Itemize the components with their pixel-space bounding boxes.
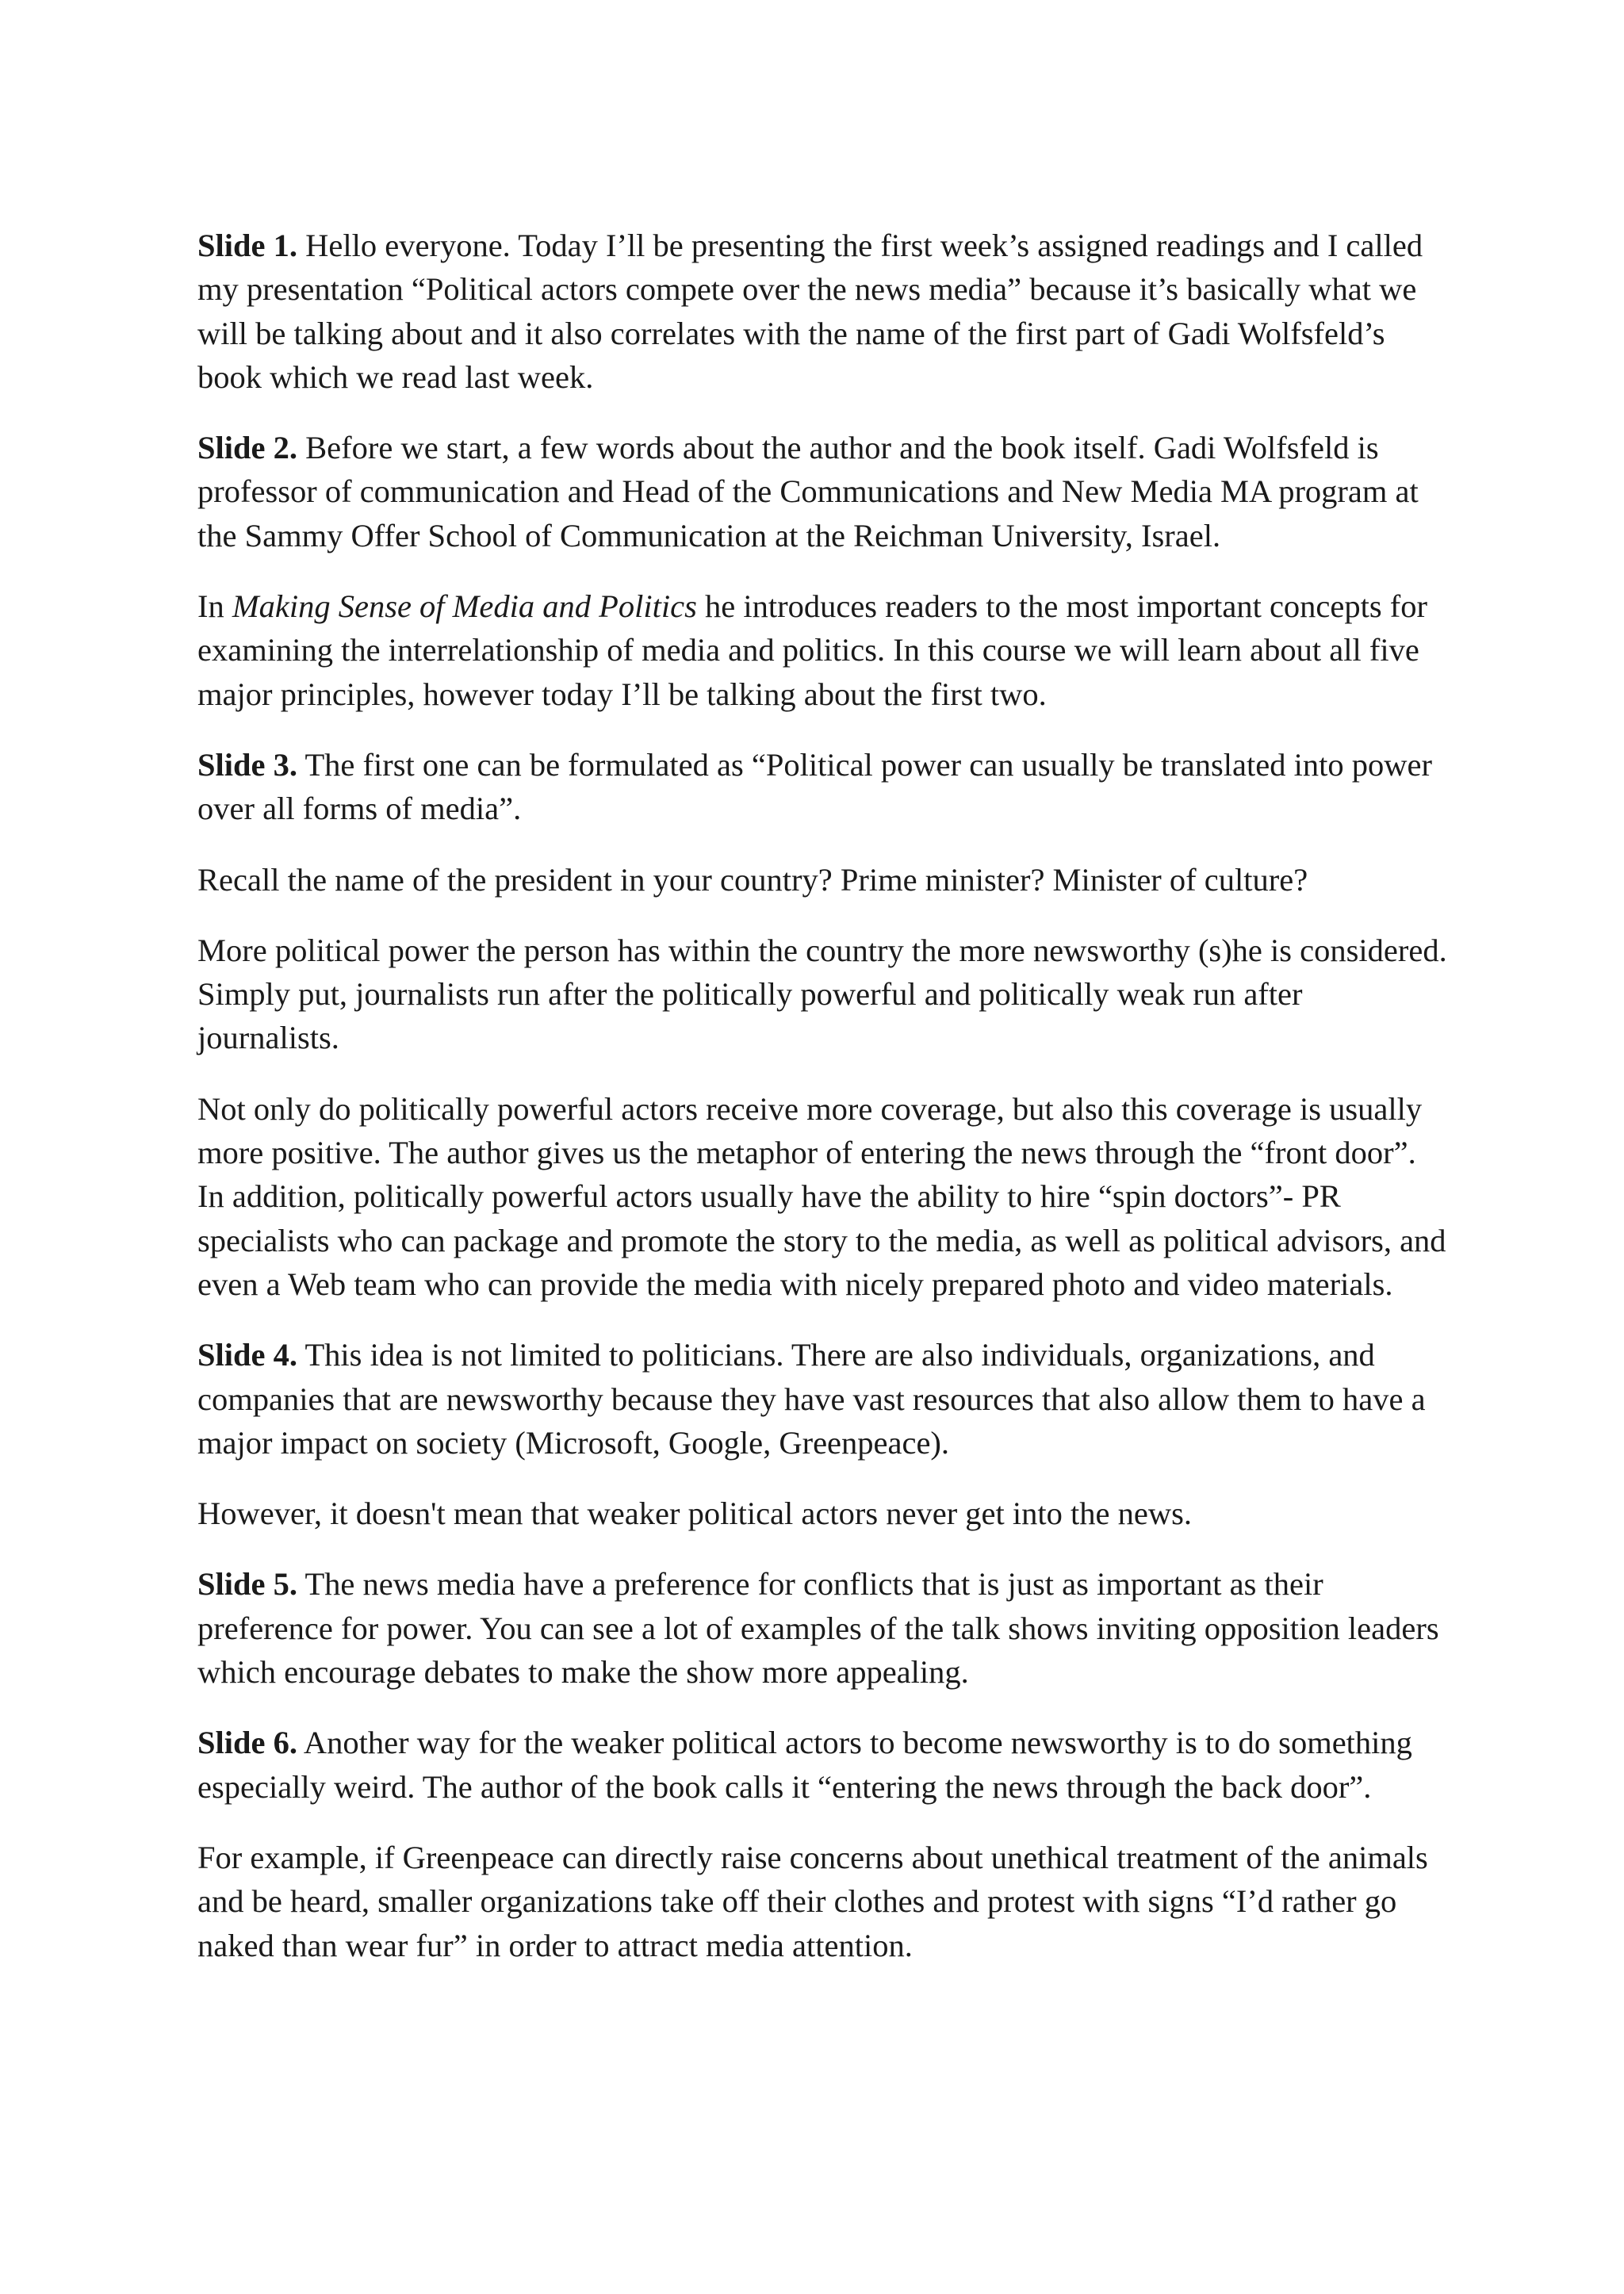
slide-label: Slide 6.	[197, 1725, 298, 1761]
slide-label: Slide 4.	[197, 1337, 298, 1373]
paragraph-text: More political power the person has within the country the more newsworthy (s)he is considered. Simply put, journalists run after the politically powerful and politically weak run after journalists.	[197, 932, 1447, 1056]
paragraph-recall	[197, 858, 1450, 902]
paragraph-text: Another way for the weaker political actors to become newsworthy is to do something especially weird. The author of the book calls it “entering the news through the back door”.	[197, 1725, 1412, 1805]
book-title: Making Sense of Media and Politics	[232, 588, 697, 625]
paragraph-slide-5	[197, 1562, 1450, 1694]
paragraph-text: For example, if Greenpeace can directly raise concerns about unethical treatment of the animals and be heard, smaller organizations take off their clothes and protest with signs “I’d rather go naked than wear fur” in order to attract media attention.	[197, 1839, 1428, 1963]
paragraph-prefix: In	[197, 588, 224, 625]
paragraph-text: Hello everyone. Today I’ll be presenting the first week’s assigned readings and I called my presentation “Political actors compete over the news media” because it’s basically what we will be talking about and it also correlates with the name of the first part of Gadi Wolfsfeld’s book which we read last week.	[197, 228, 1423, 395]
paragraph-text: Not only do politically powerful actors receive more coverage, but also this coverage is usually more positive. The author gives us the metaphor of entering the news through the “front door”. In addition, politically powerful actors usually have the ability to hire “spin doctors”- PR specialists who can package and promote the story to the media, as well as political advisors, and even a Web team who can provide the media with nicely prepared photo and video materials.	[197, 1090, 1446, 1302]
paragraph-slide-3	[197, 743, 1450, 831]
slide-label: Slide 5.	[197, 1566, 298, 1603]
paragraph-coverage	[197, 1087, 1450, 1306]
paragraph-text: However, it doesn't mean that weaker political actors never get into the news.	[197, 1496, 1192, 1532]
slide-label: Slide 2.	[197, 430, 298, 466]
paragraph-text: Recall the name of the president in your country? Prime minister? Minister of culture?	[197, 861, 1308, 898]
paragraph-slide-6	[197, 1721, 1450, 1809]
paragraph-slide-1	[197, 224, 1434, 399]
paragraph-text: The first one can be formulated as “Political power can usually be translated into power over all forms of media”.	[197, 746, 1432, 827]
document-page	[197, 224, 1450, 1994]
paragraph-text: Before we start, a few words about the author and the book itself. Gadi Wolfsfeld is professor of communication and Head of the Communications and New Media MA program at the Sammy Offer School of Communication at the Reichman University, Israel.	[197, 430, 1419, 553]
paragraph-text: This idea is not limited to politicians. There are also individuals, organizations, and companies that are newsworthy because they have vast resources that also allow them to have a major impact on society (Microsoft, Google, Greenpeace).	[197, 1337, 1426, 1461]
slide-label: Slide 3.	[197, 746, 298, 783]
paragraph-greenpeace-example	[197, 1836, 1450, 1967]
paragraph-book-intro	[197, 584, 1450, 716]
paragraph-text: The news media have a preference for conflicts that is just as important as their preference for power. You can see a lot of examples of the talk shows inviting opposition leaders which encourage debates to make the show more appealing.	[197, 1566, 1439, 1691]
slide-label: Slide 1.	[197, 228, 298, 263]
paragraph-slide-2	[197, 426, 1450, 557]
paragraph-slide-4	[197, 1333, 1450, 1465]
paragraph-political-power	[197, 929, 1450, 1060]
paragraph-text: he introduces readers to the most important concepts for examining the interrelationship of media and politics. In this course we will learn about all five major principles, however today I’ll be talking about the first two.	[197, 588, 1427, 712]
paragraph-weaker-actors	[197, 1492, 1450, 1535]
